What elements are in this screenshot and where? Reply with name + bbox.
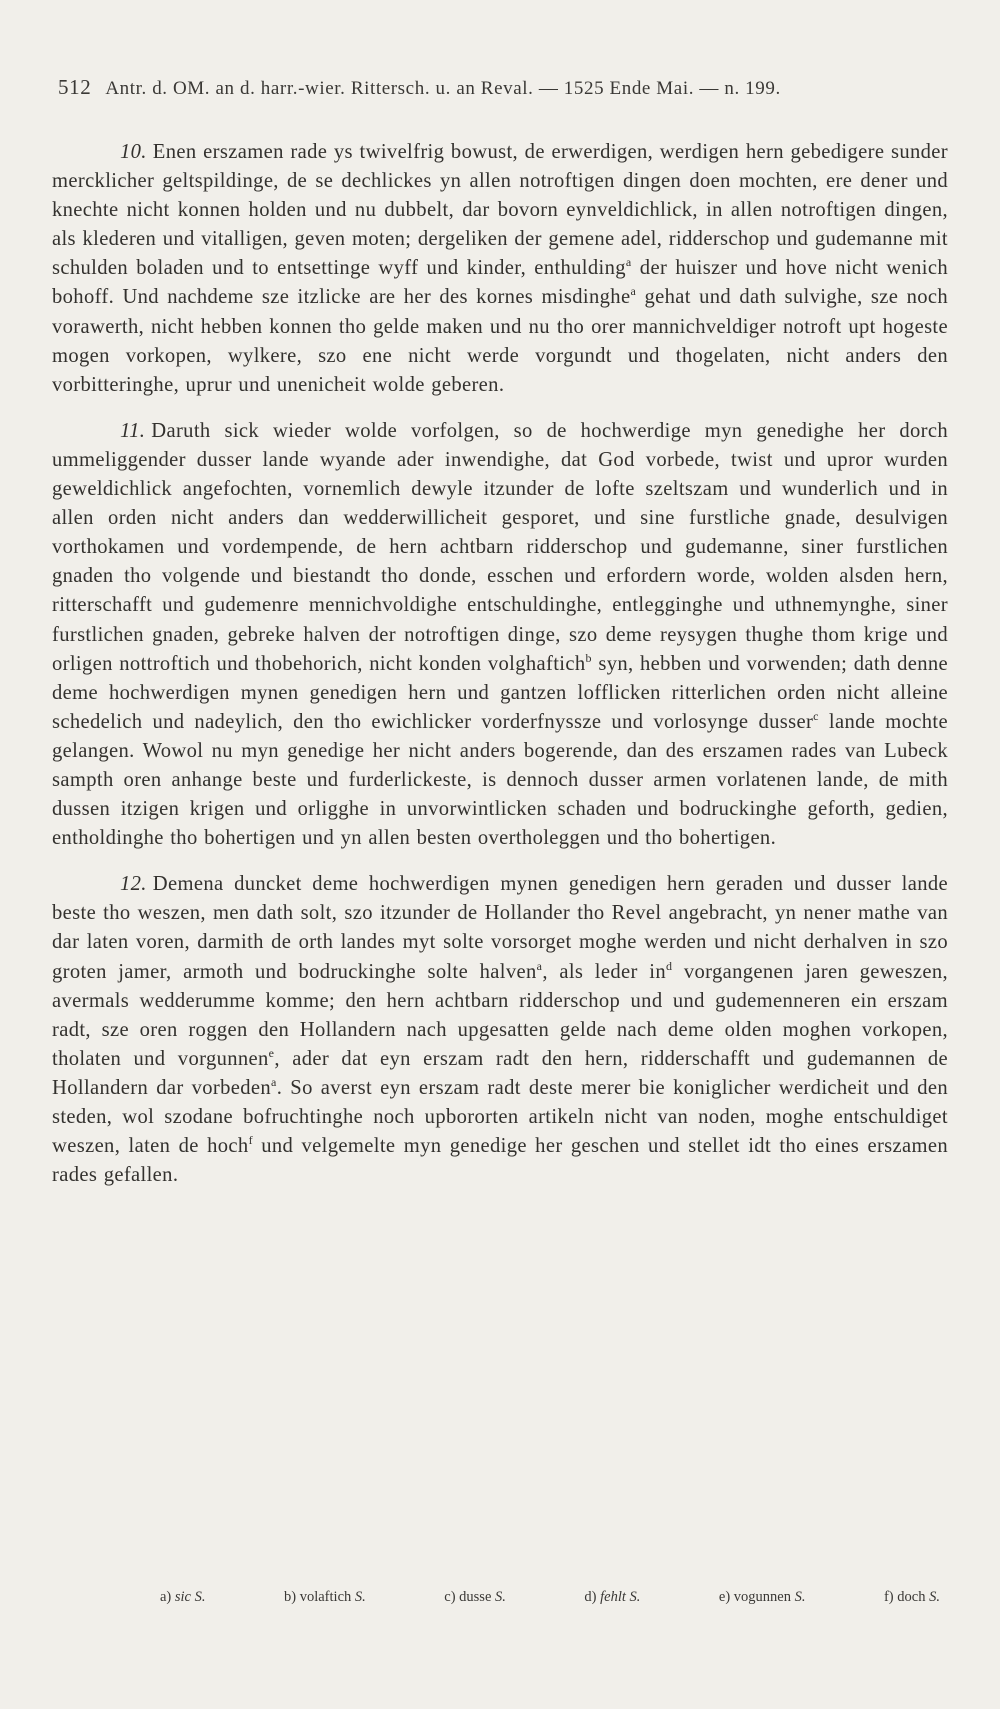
footnote-label: d) (584, 1589, 597, 1605)
footnote-text: sic (174, 1589, 191, 1605)
paragraph-number: 11. (120, 419, 146, 442)
footnote-c (444, 1589, 506, 1606)
page-number: 512 (58, 75, 92, 99)
footnote-label: e) (718, 1589, 731, 1605)
paragraph-text: gehat und dath sulvighe, sze noch vorawerth, nicht hebben konnen tho gelde maken und nu tho orer mannichveldiger notroft upt hogeste mogen vorkopen, wylkere, szo ene nicht werde vorgundt und thogelaten, nicht anders den vorbitteringhe, uprur und unenicheit wolde geberen. (52, 286, 948, 396)
paragraph-text: vorgangenen jaren geweszen, avermals wedderumme komme; den hern achtbarn ridderschop und und gudemenneren ein erszam radt, sze oren roggen den Hollandern nach upgesatten gelde nach deme olden moghen vorkopen, tholaten und vorgunnen (52, 960, 948, 1070)
paragraph-11 (52, 417, 948, 853)
footnote-label: a) (160, 1589, 172, 1605)
footnote-f (884, 1589, 940, 1606)
footnote-source: S. (354, 1589, 366, 1605)
footnote-source: S. (629, 1589, 641, 1605)
footnote-mark: f (248, 1133, 253, 1148)
paragraph-12 (52, 870, 948, 1190)
footnote-label: f) (883, 1589, 894, 1605)
footnote-mark: d (665, 958, 673, 973)
paragraph-text: der huiszer und hove nicht wenich bohoff. Und nachdeme sze itzlicke are her des kornes misdinghe (52, 257, 949, 309)
footnote-label: c) (444, 1589, 456, 1605)
footnote-a (160, 1589, 206, 1606)
paragraph-text: Daruth sick wieder wolde vorfolgen, so de hochwerdige myn genedighe her dorch ummeliggender dusser lande wyande ader inwendighe, dat God vorbede, twist und upror wurden geweldichlick angefochten, vornemlich dewyle itzunder de lofte szeltszam und wunderlich und in allen orden nicht anders dan wedderwillicheit gesporet, und sine furstliche gnade, desulvigen vorthokamen und vordempende, de hern achtbarn ridderschop und gudemanne, siner furstlichen gnaden tho volgende und biestandt tho donde, esschen und erfordern worde, wolden alsden hern, ritterschafft und gudemenre mennichvoldighe entschuldinghe, entlegginghe und uthnemynghe, siner furstlichen gnaden, gebreke halven der notroftigen dinge, szo deme reysygen thughe thom krige und orligen nottroftich und thobehorich, nicht konden volghaftich (52, 419, 948, 675)
footnote-text: vogunnen (733, 1589, 791, 1605)
paragraph-text: , als leder in (542, 960, 666, 983)
footnote-d (584, 1589, 640, 1606)
footnote-mark: a (625, 255, 632, 270)
paragraph-text: syn, hebben und vorwenden; dath denne deme hochwerdigen mynen genedigen hern und gantzen lofflicken ritterlichen orden nicht alleine schedelich und nadeylich, den tho ewichlicker vorderfnyssze und vorlosynge dusser (52, 652, 949, 733)
footnote-mark: a (271, 1075, 277, 1090)
paragraph-text: , ader dat eyn erszam radt den hern, ridderschafft und gudemannen de Hollandern dar vorbeden (52, 1047, 948, 1099)
paragraph-text: Demena duncket deme hochwerdigen mynen genedigen hern geraden und dusser lande beste tho weszen, men dath solt, szo itzunder de Hollander tho Revel angebracht, yn nener mathe van dar laten voren, darmith de orth landes myt solte vorsorget moghe werden und nicht derhalven in szo groten jamer, armoth und bodruckinghe solte halven (52, 873, 948, 983)
footnote-text: dusse (459, 1589, 492, 1605)
footnote-mark: b (585, 650, 592, 665)
paragraph-10 (52, 138, 948, 400)
footnote-text: volaftich (299, 1589, 352, 1605)
footnote-source: S. (194, 1589, 206, 1605)
footnote-source: S. (495, 1589, 506, 1605)
footnote-b (284, 1589, 366, 1606)
footnote-source: S. (794, 1589, 806, 1605)
footnote-mark: e (268, 1045, 275, 1060)
footnote-mark: a (630, 284, 637, 299)
paragraph-number: 12. (120, 873, 147, 896)
footnote-label: b) (284, 1589, 297, 1605)
footnote-text: fehlt (600, 1589, 626, 1605)
paragraph-text: und velgemelte myn genedige her geschen und stellet idt tho eines erszamen rades gefallen. (52, 1135, 948, 1187)
footnote-mark: a (536, 958, 543, 973)
body-text (52, 138, 948, 1207)
paragraph-number: 10. (120, 141, 147, 163)
running-head (58, 75, 938, 100)
paragraph-text: . So averst eyn erszam radt deste merer bie koniglicher werdicheit und den steden, wol szodane bofruchtinghe noch upbororten artikeln nicht van noden, moghe entschuldiget weszen, laten de hoch (52, 1076, 948, 1158)
footnote-mark: c (813, 708, 819, 723)
footnote-e (719, 1589, 806, 1606)
running-head-title: Antr. d. OM. an d. harr.-wier. Rittersch. u. an Reval. — 1525 Ende Mai. — n. 199. (105, 78, 781, 99)
footnote-source: S. (929, 1589, 940, 1605)
footnotes (160, 1589, 940, 1606)
paragraph-text: lande mochte gelangen. Wowol nu myn genedige her nicht anders bogerende, dan des erszamen rades van Lubeck sampth oren anhange beste und furderlickeste, is dennoch dusser armen vorlatenen lande, de mith dussen itzigen krigen und orligghe in unvorwintlicken schaden und bodruckinghe geforth, gedien, entholdinghe tho bohertigen und yn allen besten overtholeggen und tho bohertigen. (52, 710, 948, 850)
footnote-text: doch (897, 1589, 926, 1605)
paragraph-text: Enen erszamen rade ys twivelfrig bowust, de erwerdigen, werdigen hern gebedigere sunder mercklicher geltspildinge, de se dechlickes yn allen notroftigen dingen doen mochten, ere dener und knechte nicht konnen holden und nu dubbelt, dar bovorn eynveldichlick, in allen notroftigen dingen, als klederen und vitalligen, geven moten; dergeliken der gemene adel, ridderschop und gudemanne mit schulden boladen und to entsettinge wyff und kinder, enthulding (52, 141, 948, 280)
